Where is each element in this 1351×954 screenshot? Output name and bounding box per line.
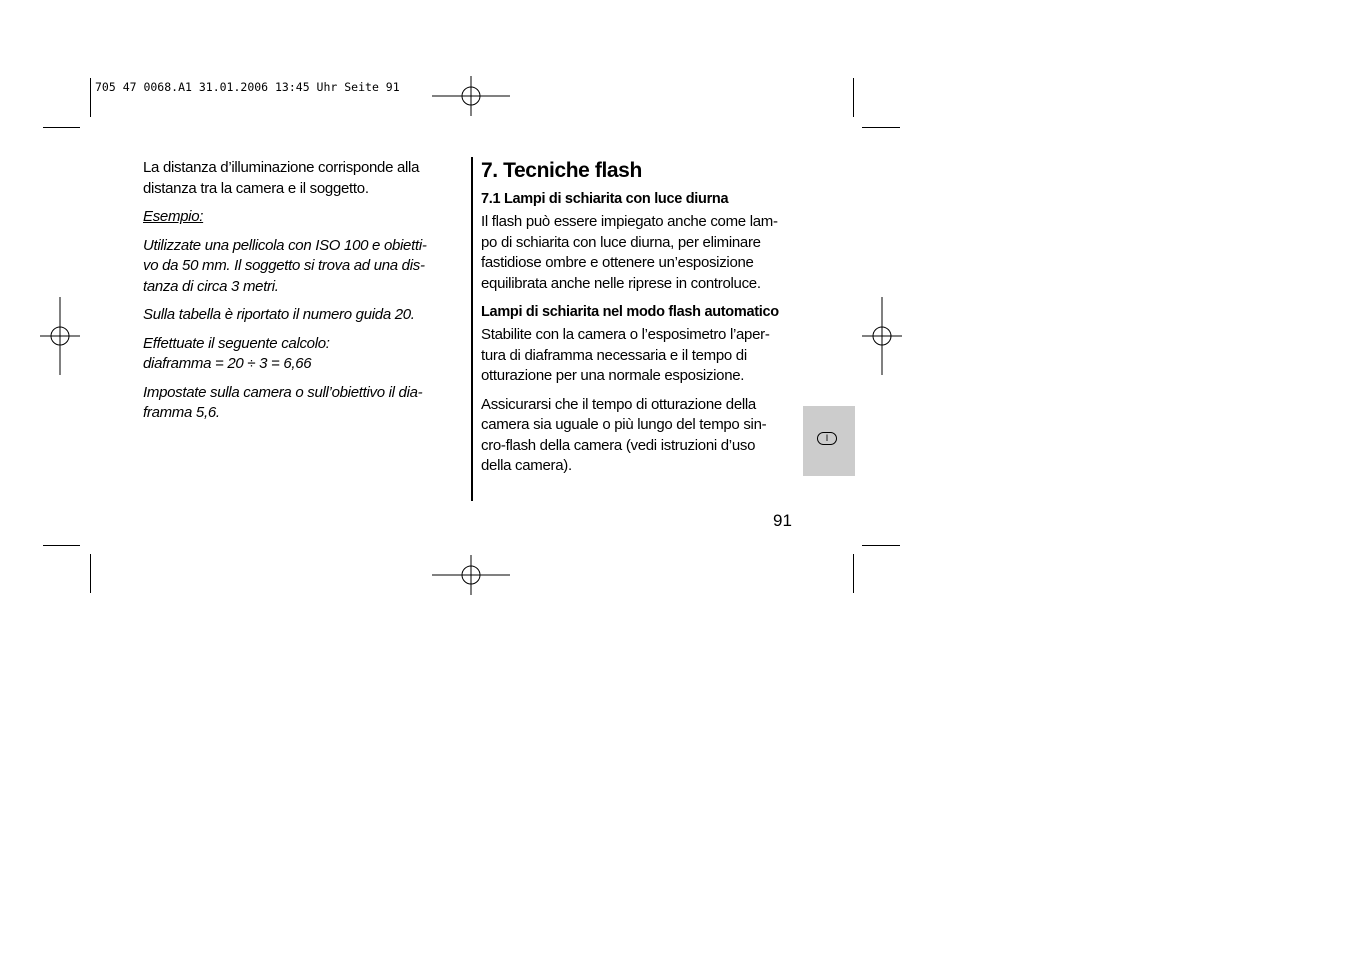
registration-mark-icon (40, 297, 80, 375)
print-slug: 705 47 0068.A1 31.01.2006 13:45 Uhr Seite 91 (95, 80, 400, 94)
crop-mark (43, 545, 80, 546)
paragraph: Sulla tabella è riportato il numero guida 20. (143, 306, 415, 323)
language-badge: I (817, 432, 837, 445)
crop-mark (43, 127, 80, 128)
crop-mark (90, 554, 91, 593)
column-separator (471, 157, 473, 501)
subsection-heading: Lampi di schiarita nel modo flash automatico (481, 304, 779, 320)
paragraph: Utilizzate una pellicola con ISO 100 e obietti- vo da 50 mm. Il soggetto si trova ad una dis- tanza di circa 3 metri. (143, 236, 427, 295)
registration-mark-icon (862, 297, 902, 375)
registration-mark-icon (432, 555, 510, 595)
paragraph: Effettuate il seguente calcolo: diaframma = 20 ÷ 3 = 6,66 (143, 334, 330, 372)
registration-mark-icon (432, 76, 510, 116)
page-number: 91 (773, 511, 792, 530)
left-column (143, 158, 463, 432)
paragraph: La distanza d’illuminazione corrisponde alla distanza tra la camera e il soggetto. (143, 159, 420, 197)
paragraph: Stabilite con la camera o l’esposimetro l’aper- tura di diaframma necessaria e il tempo di otturazione per una normale esposizione. (481, 326, 770, 384)
crop-mark (853, 554, 854, 593)
section-heading: 7. Tecniche flash (481, 159, 642, 182)
paragraph: Assicurarsi che il tempo di otturazione della camera sia uguale o più lungo del tempo sin- cro-flash della camera (vedi istruzioni d’uso della camera). (481, 395, 767, 474)
crop-mark (862, 127, 900, 128)
paragraph: Impostate sulla camera o sull’obiettivo il dia- framma 5,6. (143, 383, 423, 421)
paragraph: Il flash può essere impiegato anche come lam- po di schiarita con luce diurna, per eliminare fastidiose ombre e ottenere un’esposizione equilibrata anche nelle riprese in controluce. (481, 213, 778, 292)
crop-mark (862, 545, 900, 546)
subsection-heading: 7.1 Lampi di schiarita con luce diurna (481, 191, 729, 207)
right-column (481, 158, 801, 485)
crop-mark (853, 78, 854, 117)
example-label: Esempio: (143, 208, 204, 225)
language-tab (803, 406, 855, 476)
crop-mark (90, 78, 91, 117)
